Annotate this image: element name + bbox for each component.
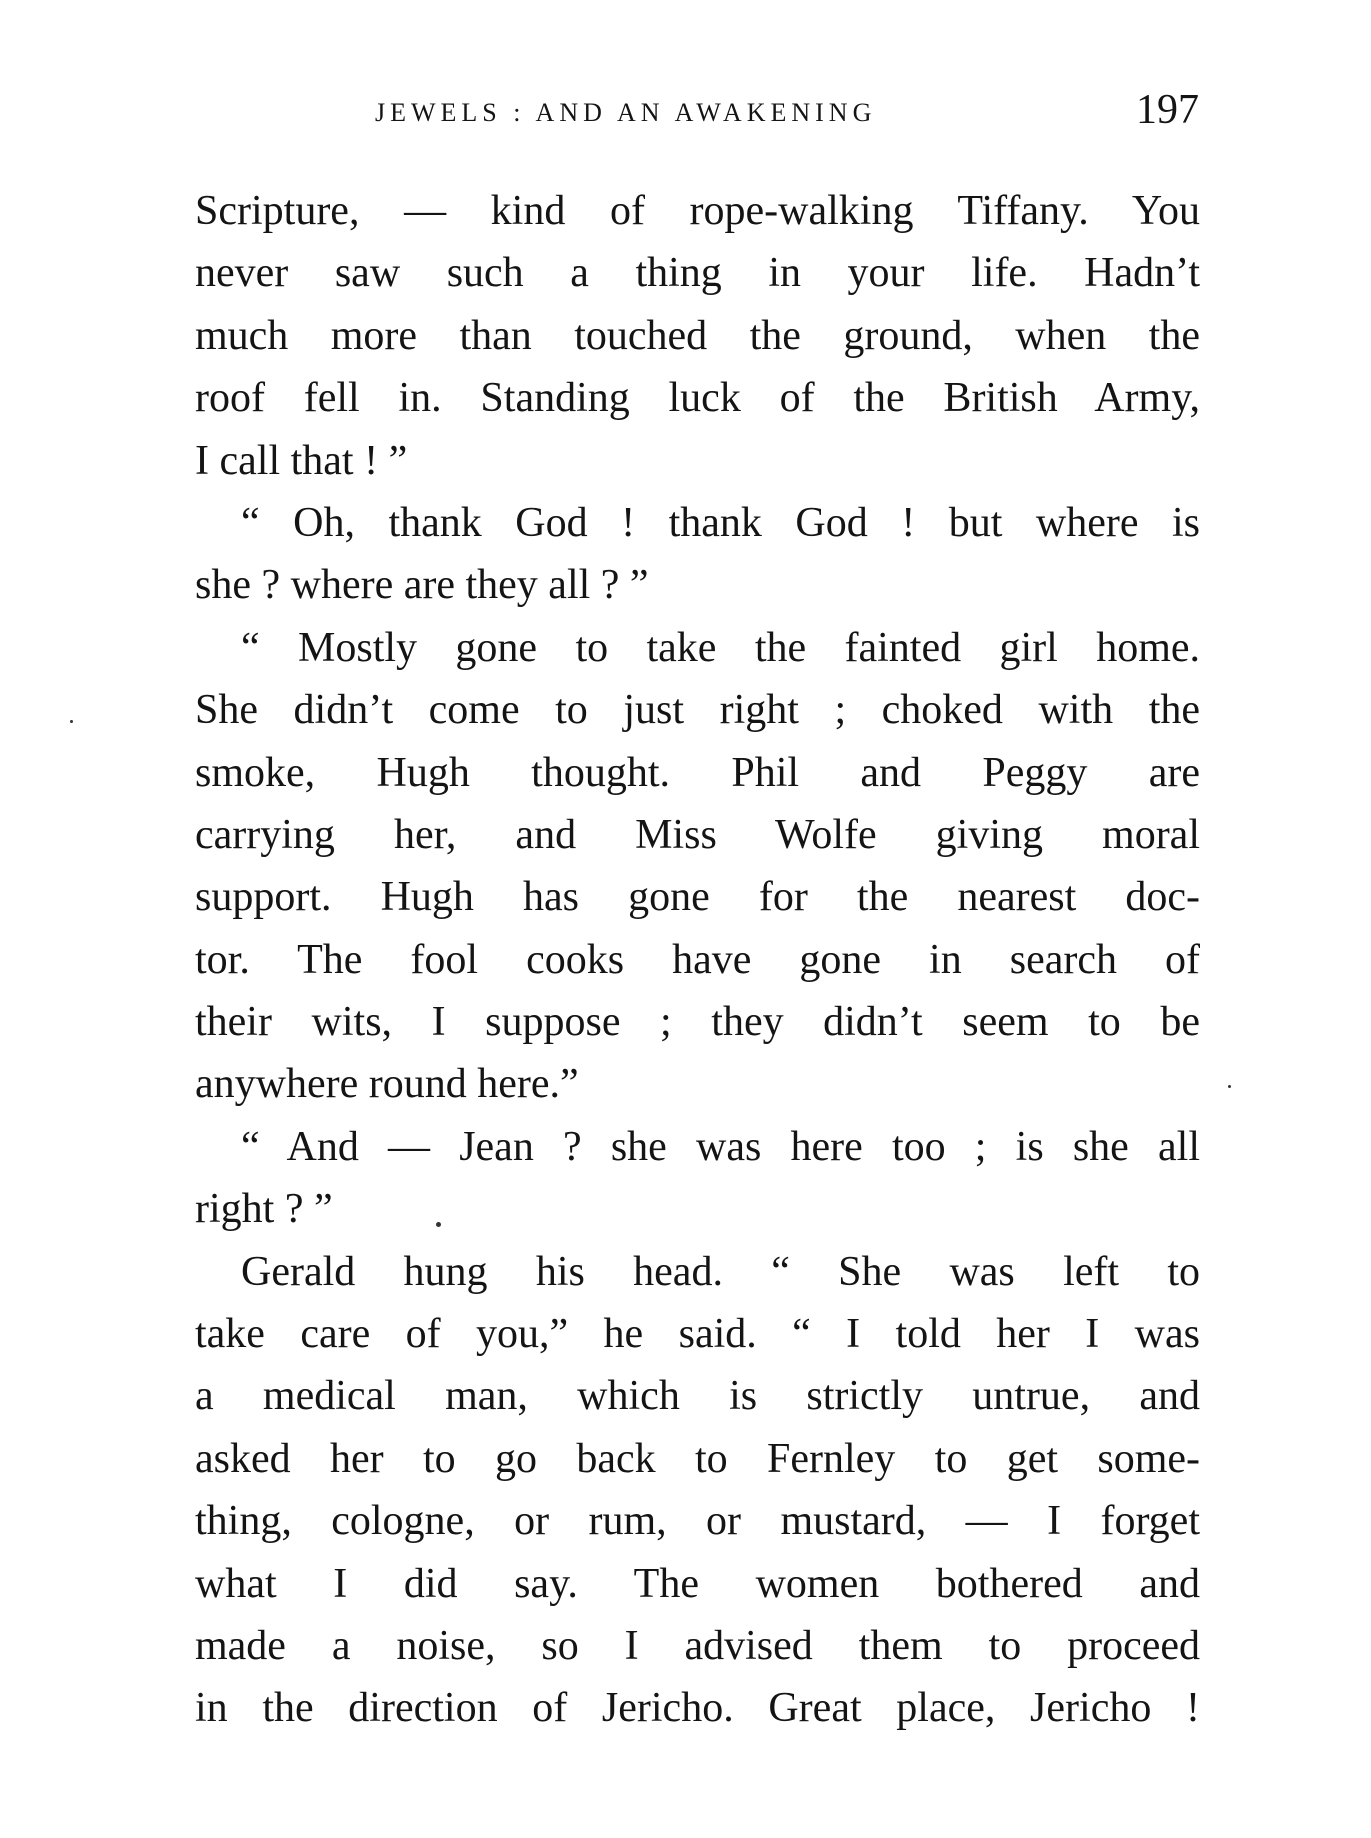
text-line: right ? ” xyxy=(195,1186,333,1233)
text-line: a medical man, which is strictly untrue, and xyxy=(195,1373,1200,1420)
page-number: 197 xyxy=(1136,87,1199,133)
text-line: anywhere round here.” xyxy=(195,1061,579,1108)
running-title: JEWELS : AND AN AWAKENING xyxy=(375,98,877,127)
text-line: “ Mostly gone to take the fainted girl home. xyxy=(241,624,1200,671)
text-line: She didn’t come to just right ; choked with the xyxy=(195,687,1200,734)
running-head xyxy=(195,88,1215,138)
ink-speck xyxy=(70,720,73,723)
text-line: carrying her, and Miss Wolfe giving moral xyxy=(195,811,1200,858)
text-line: I call that ! ” xyxy=(195,437,408,484)
text-line: made a noise, so I advised them to proceed xyxy=(195,1622,1200,1669)
text-line: never saw such a thing in your life. Hadn’t xyxy=(195,250,1200,297)
ink-speck xyxy=(1228,1085,1231,1088)
text-line: support. Hugh has gone for the nearest doc- xyxy=(195,874,1200,921)
text-line: “ Oh, thank God ! thank God ! but where is xyxy=(241,499,1200,546)
text-line: “ And — Jean ? she was here too ; is she all xyxy=(241,1123,1200,1170)
text-line: take care of you,” he said. “ I told her I was xyxy=(195,1311,1200,1358)
text-line: much more than touched the ground, when the xyxy=(195,312,1200,359)
text-line: tor. The fool cooks have gone in search of xyxy=(195,936,1200,983)
text-line: what I did say. The women bothered and xyxy=(195,1560,1200,1607)
text-line: in the direction of Jericho. Great place, Jericho ! xyxy=(195,1685,1200,1732)
text-line: smoke, Hugh thought. Phil and Peggy are xyxy=(195,749,1200,796)
text-line: Scripture, — kind of rope-walking Tiffany. You xyxy=(195,188,1200,234)
text-line: thing, cologne, or rum, or mustard, — I forget xyxy=(195,1498,1200,1545)
body-text xyxy=(195,180,1200,1740)
text-line: she ? where are they all ? ” xyxy=(195,562,649,609)
text-line: asked her to go back to Fernley to get some- xyxy=(195,1435,1200,1482)
ink-speck xyxy=(436,1222,441,1227)
text-line: Gerald hung his head. “ She was left to xyxy=(241,1248,1200,1295)
text-line: roof fell in. Standing luck of the British Army, xyxy=(195,375,1200,422)
text-line: their wits, I suppose ; they didn’t seem to be xyxy=(195,999,1200,1046)
